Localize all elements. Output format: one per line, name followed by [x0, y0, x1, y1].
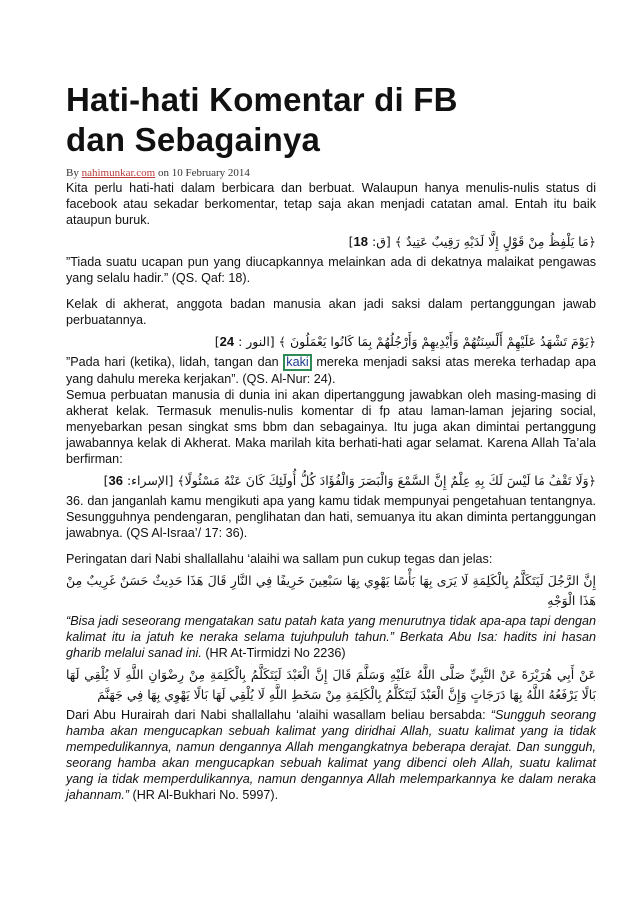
translation-1: ”Tiada suatu ucapan pun yang diucapkannya melainkan ada di dekatnya malaikat pengawas yang selalu hadir.” (QS. Qaf: 18). — [66, 255, 596, 285]
translation-5 — [66, 707, 596, 803]
ayat-2-number: 24 — [219, 334, 235, 349]
translation-2-before: ”Pada hari (ketika), lidah, tangan dan — [66, 355, 284, 369]
translation-5-quote: “Sungguh seorang hamba akan mengucapkan sebuah kalimat yang diridhai Allah, suatu kalimat yang ia tidak mempedulikannya, namun dengannya Allah mengangkatnya beberapa derajat. Dan sungguh, seorang hamba akan mengucapkan sebuah kalimat yang dibenci oleh Allah, suatu kalimat yang ia tidak memperdulikannya, namun dengannya Allah melemparkannya ke dalam neraka jahannam.” — [66, 708, 596, 802]
spacer — [66, 286, 596, 296]
ayat-3-number: 36 — [108, 473, 123, 488]
intro-paragraph: Kita perlu hati-hati dalam berbicara dan berbuat. Walaupun hanya menulis-nulis status di facebook atau sekadar berkomentar, tetap saja akan menjadi catatan amal. Entah itu baik ataupun buruk. — [66, 181, 596, 227]
author-link[interactable]: nahimunkar.com — [81, 167, 156, 179]
translation-4-quote: “Bisa jadi seseorang mengatakan satu patah kata yang menurutnya tidak apa-apa tapi dengan kalimat itu ia jatuh ke neraka selama tujuhpuluh tahun.” Berkata Abu Isa: hadits ini hasan gharib melalui sanad ini. — [66, 614, 596, 660]
highlighted-word-link[interactable]: kaki — [283, 354, 311, 371]
ayat-3-close: ] — [103, 473, 109, 488]
ayat-1-number: 18 — [353, 234, 368, 249]
ayat-nur-24 — [66, 332, 596, 352]
byline-middle: on — [155, 167, 172, 179]
translation-5-intro: Dari Abu Hurairah dari Nabi shallallahu ‘alaihi wasallam beliau bersabda: — [66, 708, 491, 722]
paragraph-3: Semua perbuatan manusia di dunia ini akan dipertanggung jawabkan oleh masing-masing di akherat kelak. Termasuk menulis-nulis komentar di fp atau laman-laman jejaring social, menyebarkan pesan singkat sms bbm dan sebagainya. Itu juga akan dimintai pertanggung jawabannya kelak di Akherat. Maka marilah kita berhati-hati agar selamat. Karena Allah Ta’ala berfirman: — [66, 388, 596, 466]
hadith-bukhari: عَنْ أَبِي هُرَيْرَةَ عَنْ النَّبِيِّ صَلَّى اللَّهُ عَلَيْهِ وَسَلَّمَ قَالَ إِنَّ الْعَبْدَ لَيَتَكَلَّمُ بِالْكَلِمَةِ مِنْ رِضْوَانِ اللَّهِ لَا يُلْقِي لَهَا بَالًا يَرْفَعُهُ اللَّهُ بِهَا دَرَجَاتٍ وَإِنَّ الْعَبْدَ لَيَتَكَلَّمُ بِالْكَلِمَةِ مِنْ سَخَطِ اللَّهِ لَا يُلْقِي لَهَا بَالًا يَهْوِي بِهَا فِي جَهَنَّمَ — [66, 667, 596, 702]
hadith-tirmidzi: إِنَّ الرَّجُلَ لَيَتَكَلَّمُ بِالْكَلِمَةِ لَا يَرَى بِهَا بَأْسًا يَهْوِي بِهَا سَبْعِينَ خَرِيفًا فِي النَّارِ قَالَ هَذَا حَدِيثٌ حَسَنٌ غَرِيبٌ مِنْ هَذَا الْوَجْهِ — [66, 573, 596, 608]
article-title — [66, 80, 596, 160]
ayat-3-text: ﴿وَلَا تَقْفُ مَا لَيْسَ لَكَ بِهِ عِلْمٌ إِنَّ السَّمْعَ وَالْبَصَرَ وَالْفُؤَادَ كُلُّ أُولَئِكَ كَانَ عَنْهُ مَسْئُولًا﴾ [الإسراء: — [126, 473, 596, 488]
translation-2 — [66, 354, 596, 387]
byline — [66, 167, 596, 180]
ayat-1-text: ﴿مَا يَلْفِظُ مِنْ قَوْلٍ إِلَّا لَدَيْهِ رَقِيبٌ عَتِيدٌ ﴾ [ق: — [371, 234, 596, 249]
paragraph-2: Kelak di akherat, anggota badan manusia akan jadi saksi dalam pertanggungan jawab perbuatannya. — [66, 297, 596, 327]
ayat-1-close: ] — [348, 234, 354, 249]
translation-4-ref: (HR At-Tirmidzi No 2236) — [201, 646, 346, 660]
translation-4 — [66, 613, 596, 661]
spacer — [66, 541, 596, 551]
paragraph-4: Peringatan dari Nabi shallallahu ‘alaihi wa sallam pun cukup tegas dan jelas: — [66, 552, 493, 566]
translation-5-ref: (HR Al-Bukhari No. 5997). — [129, 788, 279, 802]
title-line-1: Hati-hati Komentar di FB — [66, 81, 458, 118]
translation-3: 36. dan janganlah kamu mengikuti apa yang kamu tidak mempunyai pengetahuan tentangnya. Sesungguhnya pendengaran, penglihatan dan hati, semuanya itu akan diminta pertanggungan jawabnya. (QS Al-Israa’/ 17: 36). — [66, 494, 596, 540]
ayat-2-text: ﴿يَوْمَ تَشْهَدُ عَلَيْهِمْ أَلْسِنَتُهُمْ وَأَيْدِيهِمْ وَأَرْجُلُهُمْ بِمَا كَانُوا يَعْمَلُونَ ﴾ [النور : — [238, 334, 596, 349]
ayat-israa-36 — [66, 471, 596, 491]
ayat-qaf-18 — [66, 232, 596, 252]
title-line-2: dan Sebagainya — [66, 121, 321, 158]
ayat-2-close: ] — [214, 334, 220, 349]
translation-2-after: mereka menjadi saksi atas mereka terhadap apa yang dahulu mereka kerjakan”. (QS. Al-Nur: 24). — [66, 355, 596, 386]
byline-prefix: By — [66, 167, 82, 179]
post-date: 10 February 2014 — [171, 167, 250, 179]
